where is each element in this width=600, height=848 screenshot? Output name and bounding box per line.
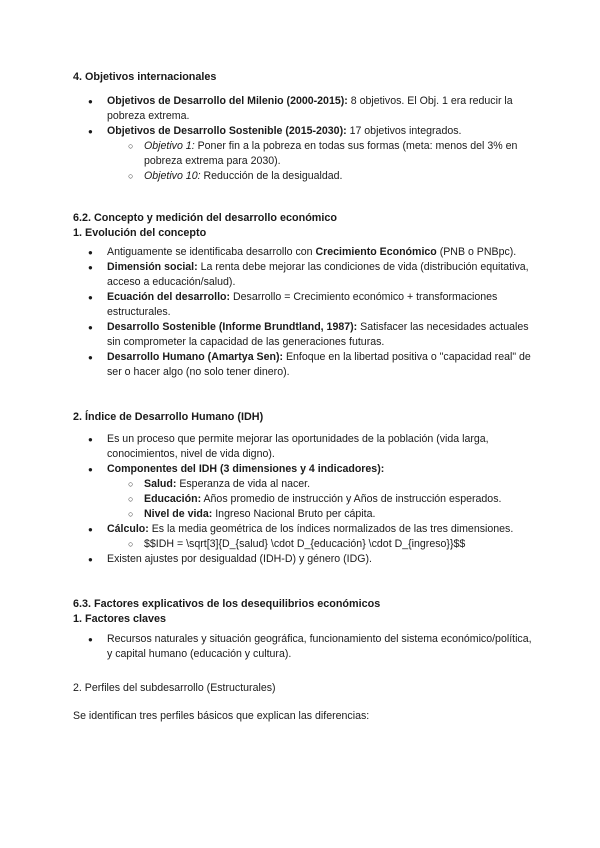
concept-list <box>73 245 536 380</box>
section-62-sub1: 1. Evolución del concepto <box>73 227 207 239</box>
objectives-sublist <box>107 139 536 184</box>
list-item: ○ Salud: Esperanza de vida al nacer. <box>107 477 536 492</box>
list-item: ● Ecuación del desarrollo: Desarrollo = Crecimiento económico + transformaciones estructurales. <box>73 290 536 320</box>
section-62-heading: 6.2. Concepto y medición del desarrollo económico <box>73 212 337 224</box>
list-item: ● Componentes del IDH (3 dimensiones y 4 indicadores): ○ Salud: Esperanza de vida al nacer. ○ Educación: Años promedio de instrucción y Años de instrucción esperados. ○ Nivel de vida: Ingreso Nacional Bruto per cápita. <box>73 462 536 522</box>
list-item: ● Dimensión social: La renta debe mejorar las condiciones de vida (distribución equitativa, acceso a educación/salud). <box>73 260 536 290</box>
formula-sublist <box>107 537 536 552</box>
list-item: ● Antiguamente se identificaba desarrollo con Crecimiento Económico (PNB o PNBpc). <box>73 245 536 260</box>
factors-list <box>73 632 536 662</box>
list-item: ○ Objetivo 1: Poner fin a la pobreza en todas sus formas (meta: menos del 3% en pobreza extrema para 2030). <box>107 139 536 169</box>
idh-list <box>73 432 536 567</box>
list-item: ● Desarrollo Humano (Amartya Sen): Enfoque en la libertad positiva o "capacidad real" de ser o hacer algo (no solo tener dinero). <box>73 350 536 380</box>
list-item: ○ Objetivo 10: Reducción de la desigualdad. <box>107 169 536 184</box>
list-item: ○ Educación: Años promedio de instrucción y Años de instrucción esperados. <box>107 492 536 507</box>
idh-formula: ○ $$IDH = \sqrt[3]{D_{salud} \cdot D_{educación} \cdot D_{ingreso}}$$ <box>107 537 536 552</box>
section-63-heading: 6.3. Factores explicativos de los desequilibrios económicos <box>73 598 381 610</box>
section-4-heading: 4. Objetivos internacionales <box>73 71 217 83</box>
list-item: ● Cálculo: Es la media geométrica de los índices normalizados de las tres dimensiones. ○ $$IDH = \sqrt[3]{D_{salud} \cdot D_{educación} \cdot D_{ingreso}}$$ <box>73 522 536 552</box>
list-item: ● Objetivos de Desarrollo Sostenible (2015-2030): 17 objetivos integrados. ○ Objetivo 1: Poner fin a la pobreza en todas sus formas (meta: menos del 3% en pobreza extrema para 2030). ○ Objetivo 10: Reducción de la desigualdad. <box>73 124 536 184</box>
list-item: ● Existen ajustes por desigualdad (IDH-D) y género (IDG). <box>73 552 536 567</box>
list-item: ● Objetivos de Desarrollo del Milenio (2000-2015): 8 objetivos. El Obj. 1 era reducir la pobreza extrema. <box>73 94 536 124</box>
list-item: ● Desarrollo Sostenible (Informe Brundtland, 1987): Satisfacer las necesidades actuales sin comprometer la capacidad de las generaciones futuras. <box>73 320 536 350</box>
idh-dimensions-sublist <box>107 477 536 522</box>
section-62-sub2: 2. Índice de Desarrollo Humano (IDH) <box>73 411 264 423</box>
section-4-list <box>73 94 536 184</box>
list-item: ○ Nivel de vida: Ingreso Nacional Bruto per cápita. <box>107 507 536 522</box>
list-item: ● Recursos naturales y situación geográfica, funcionamiento del sistema económico/política, y capital humano (educación y cultura). <box>73 632 536 662</box>
profiles-paragraph: Se identifican tres perfiles básicos que explican las diferencias: <box>73 710 370 722</box>
section-63-sub1: 1. Factores claves <box>73 613 167 625</box>
section-63-sub2: 2. Perfiles del subdesarrollo (Estructurales) <box>73 682 276 694</box>
list-item: ● Es un proceso que permite mejorar las oportunidades de la población (vida larga, conocimientos, nivel de vida digno). <box>73 432 536 462</box>
